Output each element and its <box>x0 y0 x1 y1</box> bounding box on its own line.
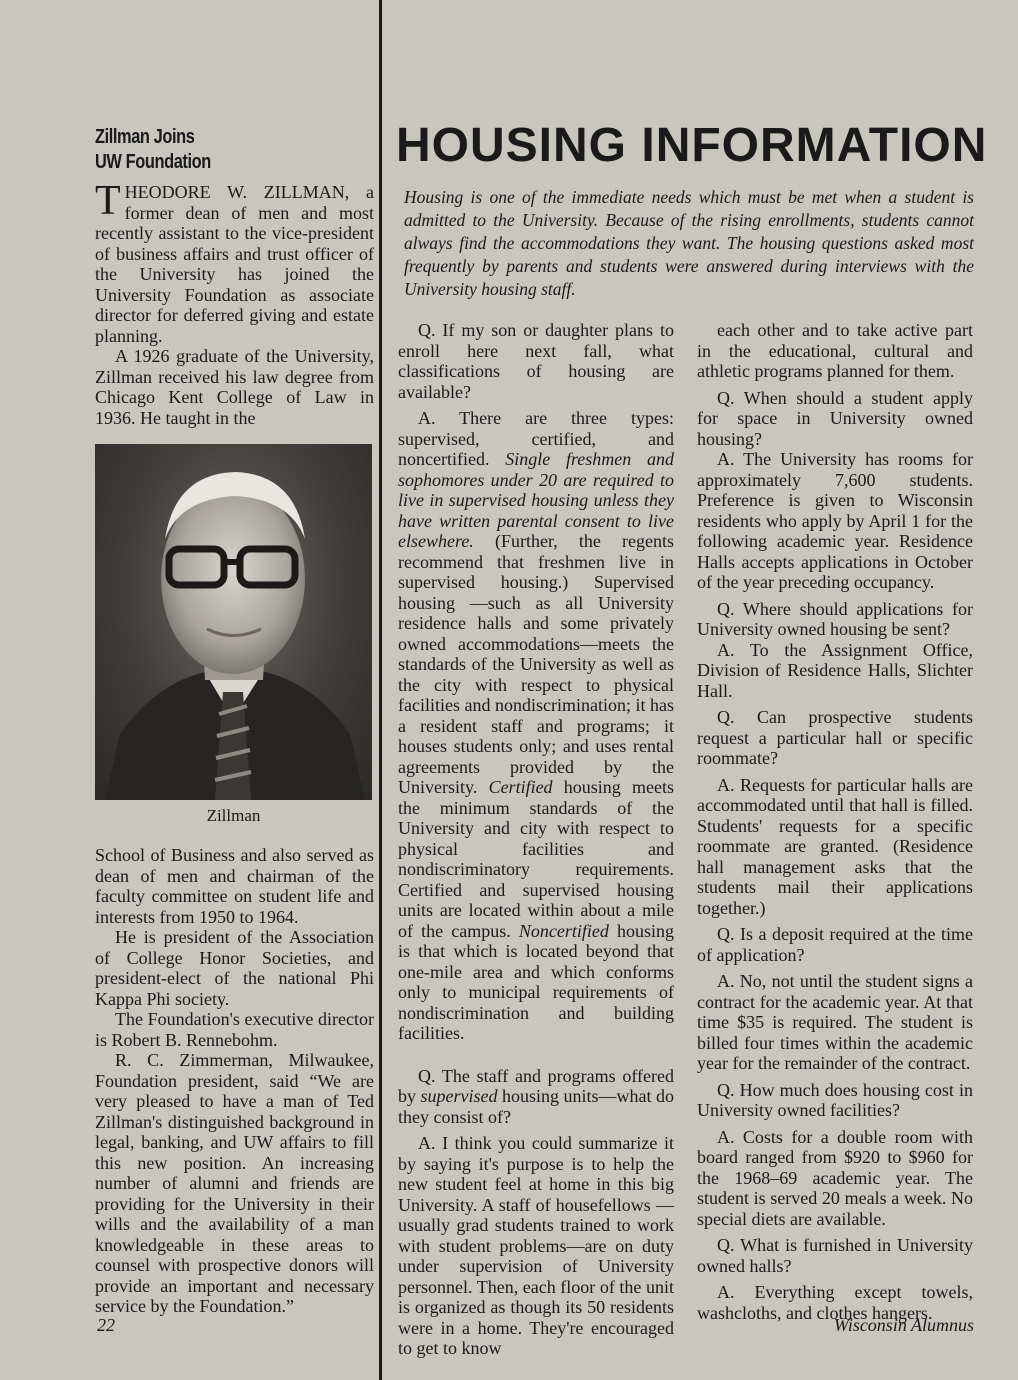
question-3: Q. When should a student apply for space in University owned housing? <box>697 387 973 449</box>
sidebar-text-bottom <box>95 845 374 1317</box>
question-5: Q. Can prospective students request a particular hall or specific roommate? <box>697 707 973 768</box>
answer-6: A. No, not until the student signs a contract for the academic year. At that time $35 is required. The student is billed four times within the academic year for the remainder of the contract. <box>697 971 973 1073</box>
drop-cap: T <box>95 178 121 224</box>
photo-caption: Zillman <box>206 806 261 825</box>
question-6: Q. Is a deposit required at the time of application? <box>697 924 973 965</box>
answer-7: A. Costs for a double room with board ranged from $920 to $960 for the 1968–69 academic year. The student is served 20 meals a week. No special diets are available. <box>697 1126 973 1229</box>
sidebar-paragraph-6: R. C. Zimmerman, Milwaukee, Foundation president, said “We are very pleased to have a man of Ted Zillman's distinguished background in legal, banking, and UW affairs to fill this new position. An increasing number of alumni and friends are providing for the University in their wills and the availability of a man knowledgeable in these areas to counsel with prospective donors will provide an important and necessary service by the Foundation.” <box>95 1050 374 1316</box>
answer-8: A. Everything except towels, washcloths, and clothes hangers. <box>697 1282 973 1323</box>
sidebar-paragraph-5: The Foundation's executive director is Robert B. Rennebohm. <box>95 1009 374 1050</box>
answer-1: A. There are three types: supervised, certified, and noncertified. Single freshmen and sophomores under 20 are required to live in supervised housing unless they have written parental consent to live elsewhere. (Further, the regents recommend that freshmen live in supervised housing.) Supervised housing —such as all University residence halls and some privately owned accommodations—meets the standards of the University as well as the city with respect to physical facilities and nondiscrimination; it has a resident staff and programs; it houses students only; and uses rental agreements provided by the University. Certified housing meets the minimum standards of the University and city with respect to physical facilities and nondiscriminatory requirements. Certified and supervised housing units are located within about a mile of the campus. Noncertified housing is that which is located beyond that one-mile area and which conforms only to municipal requirements of nondiscrimination and building facilities. <box>398 408 675 1043</box>
sidebar-headline <box>95 125 292 175</box>
sidebar-text-top <box>95 178 374 428</box>
answer-3: A. The University has rooms for approximately 7,600 students. Preference is given to Wisconsin residents who apply by April 1 for the following academic year. Residence Halls accepts applications in October of the year preceding occupancy. <box>697 449 973 592</box>
answer-4: A. To the Assignment Office, Division of Residence Halls, Slichter Hall. <box>697 639 973 701</box>
answer-5: A. Requests for particular halls are accommodated until that hall is filled. Students' requests for a specific roommate are granted. (Residence hall management asks that the students mail their applications together.) <box>697 774 973 918</box>
question-7: Q. How much does housing cost in University owned facilities? <box>697 1079 973 1120</box>
page-number: 22 <box>97 1315 115 1335</box>
article-column-1 <box>398 320 674 1359</box>
article-column-2 <box>697 320 973 1323</box>
question-2: Q. The staff and programs offered by supervised housing units—what do they consist of? <box>398 1065 674 1127</box>
portrait-illustration <box>95 444 372 800</box>
sidebar-headline-line2: UW Foundation <box>95 151 211 173</box>
question-8: Q. What is furnished in University owned halls? <box>697 1235 973 1276</box>
sidebar-headline-line1: Zillman Joins <box>95 126 195 148</box>
question-4: Q. Where should applications for University owned housing be sent? <box>697 598 973 639</box>
answer-2: A. I think you could summarize it by saying it's purpose is to help the new student feel at home in this big University. A staff of housefellows —usually grad students trained to work with student problems—are on duty under supervision of University personnel. Then, each floor of the unit is organized as though its 50 residents were in a home. They're encouraged to get to know <box>398 1133 674 1358</box>
article-title: HOUSING INFORMATION <box>396 119 988 172</box>
publication-name: Wisconsin Alumnus <box>833 1315 974 1335</box>
question-1: Q. If my son or daughter plans to enroll here next fall, what classifications of housing are available? <box>398 320 674 402</box>
sidebar-paragraph-4: He is president of the Association of College Honor Societies, and president-elect of the national Phi Kappa Phi society. <box>95 927 374 1009</box>
sidebar-paragraph-2: A 1926 graduate of the University, Zillman received his law degree from Chicago Kent College of Law in 1936. He taught in the <box>95 346 374 428</box>
portrait-photo <box>95 444 372 800</box>
column-divider <box>379 0 382 1380</box>
sidebar-paragraph-1: THEODORE W. ZILLMAN, a former dean of men and most recently assistant to the vice-president of business affairs and trust officer of the University has joined the University Foundation as associate director for deferred giving and estate planning. <box>95 178 374 346</box>
sidebar-paragraph-3: School of Business and also served as dean of men and chairman of the faculty committee on student life and interests from 1950 to 1964. <box>95 845 374 927</box>
answer-2-continued: each other and to take active part in the educational, cultural and athletic programs planned for them. <box>697 320 973 381</box>
article-intro: Housing is one of the immediate needs which must be met when a student is admitted to the University. Because of the rising enrollments, students cannot always find the accommodations they want. The housing questions asked most frequently by parents and students were answered during interviews with the University housing staff. <box>404 187 974 299</box>
